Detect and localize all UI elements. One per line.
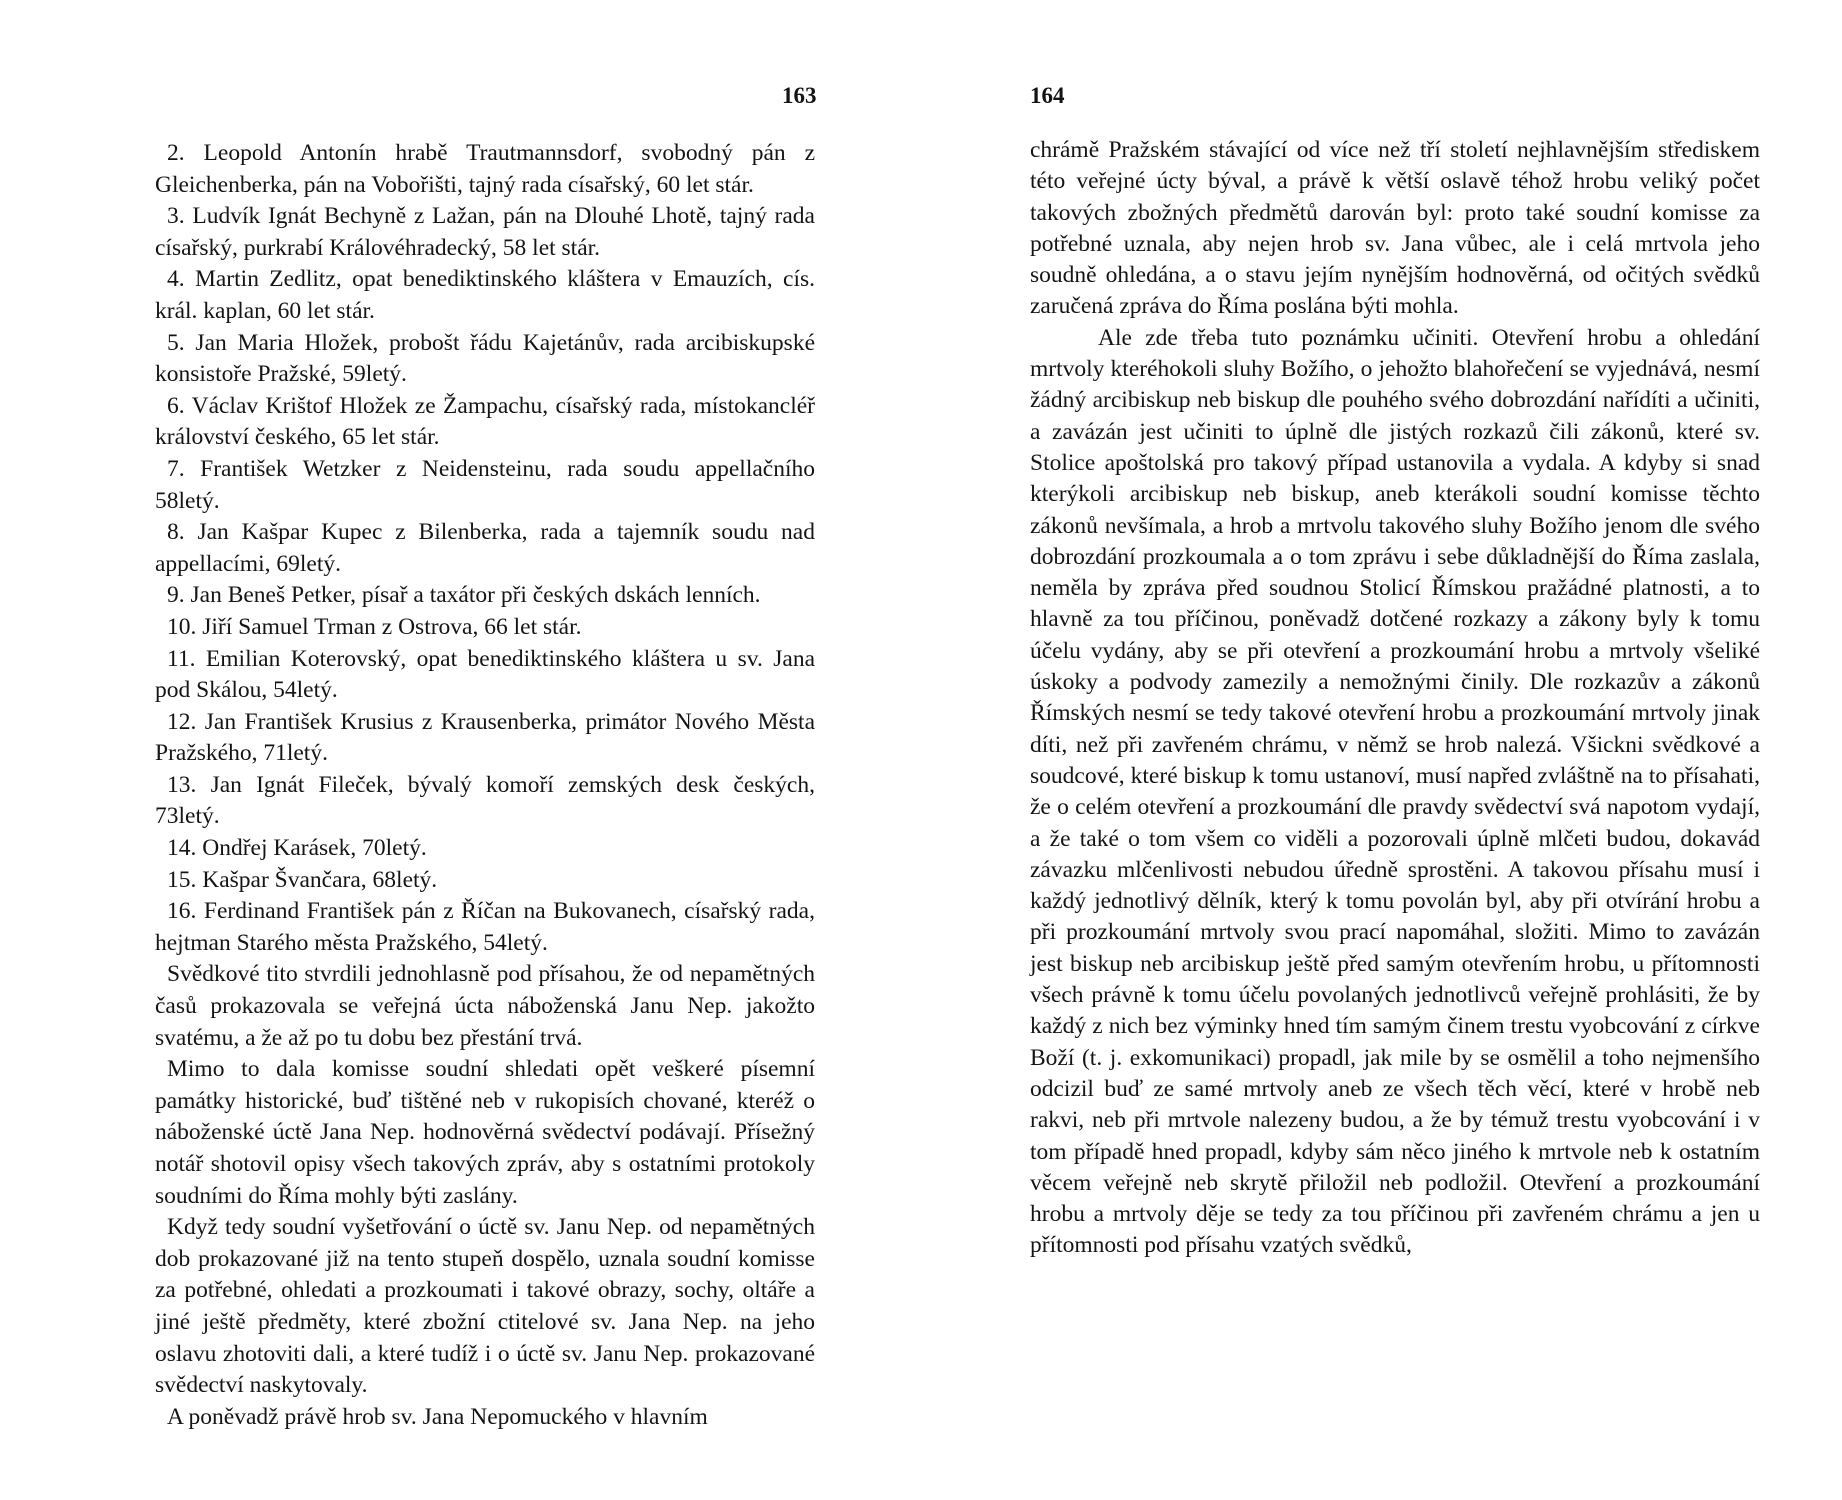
body-paragraph: Ale zde třeba tuto poznámku učiniti. Otevření hrobu a ohledání mrtvoly kteréhokoli sluhy Božího, o jehožto blahořečení se vyjednává, nesmí žádný arcibiskup neb biskup dle pouhého svého dobrozdání nařídíti a učiniti, a zavázán jest učiniti to úplně dle jistých rozkazů čili zákonů, které sv. Stolice apoštolská pro takový případ ustanovila a vydala. A kdyby si snad kterýkoli arcibiskup neb biskup, aneb kterákoli soudní komisse těchto zákonů nevšímala, a hrob a mrtvolu takového sluhy Božího jenom dle svého dobrozdání prozkoumala a o tom zprávu i sebe důkladnější do Říma zaslala, neměla by zpráva před soudnou Stolicí Římskou pražádné platnosti, a to hlavně za tou příčinou, poněvadž dotčené rozkazy a zákony byly k tomu účelu vydány, aby se při otevření a prozkoumání hrobu a mrtvoly všeliké úskoky a podvody zamezily a nemožnými činily. Dle rozkazův a zákonů Římských nesmí se tedy takové otevření hrobu a prozkoumání mrtvoly jinak díti, než při zavřeném chrámu, v němž se hrob nalezá. Všickni svědkové a soudcové, které biskup k tomu ustanoví, musí napřed zvláštně na to přísahati, že o celém otevření a prozkoumání dle pravdy svědectví svá napotom vydají, a že také o tom všem co viděli a pozorovali úplně mlčeti budou, dokavád závazku mlčenlivosti nebudou úředně sprostěni. A takovou přísahu musí i každý jednotlivý dělník, který k tomu povolán byl, aby při otvírání hrobu a při prozkoumání mrtvoly svou prací napomáhal, složiti. Mimo to zavázán jest biskup neb arcibiskup ještě před samým otevřením hrobu, u přítomnosti všech právně k tomu účelu povolaných jednotlivců veřejně prohlásiti, že by každý z nich bez výminky hned tím samým činem trestu vyobcování z církve Boží (t. j. exkomunikaci) propadl, jak mile by se osmělil a toho nejmenšího odcizil buď ze samé mrtvoly aneb ze všech těch věcí, které v hrobě neb rakvi, neb při mrtvole nalezeny budou, a že by témuž trestu vyobcování i v tom případě hned propadl, kdyby sám něco jiného k mrtvole neb k ostatním věcem veřejně neb skrytě přiložil neb podložil. Otevření a prozkoumání hrobu a mrtvoly děje se tedy za tou příčinou při zavřeném chrámu a jen u přítomnosti pod přísahu vzatých svědků, — [1030, 324, 1760, 1259]
body-paragraph: A poněvadž právě hrob sv. Jana Nepomuckého v hlavním — [167, 1403, 708, 1430]
body-paragraph: Když tedy soudní vyšetřování o úctě sv. Janu Nep. od nepamětných dob prokazované již na tento stupeň dospělo, uznala soudní komisse za potřebné, ohledati a prozkoumati i takové obrazy, sochy, oltáře a jiné ještě předměty, které zbožní ctitelové sv. Jana Nep. na jeho oslavu zhotoviti dali, a které tudíž i o úctě sv. Janu Nep. prokazované svědectví naskytovaly. — [155, 1214, 815, 1399]
witness-entry: 11. Emilian Koterovský, opat benediktinského kláštera u sv. Jana pod Skálou, 54letý. — [155, 645, 815, 704]
witness-entry: 10. Jiří Samuel Trman z Ostrova, 66 let stár. — [167, 613, 582, 640]
page-number: 164 — [1030, 83, 1065, 108]
witness-entry: 7. František Wetzker z Neidensteinu, rada soudu appellačního 58letý. — [155, 455, 815, 514]
body-paragraph: chrámě Pražském stávající od více než tří století nejhlavnějším střediskem této veřejné úcty býval, a právě k větší oslavě téhož hrobu veliký počet takových zbožných předmětů darován byl: proto také soudní komisse za potřebné uznala, aby nejen hrob sv. Jana vůbec, ale i celá mrtvola jeho soudně ohledána, a o stavu jejím nynějším hodnověrná, od očitých svědků zaručená zpráva do Říma poslána býti mohla. — [1030, 137, 1760, 320]
witness-entry: 16. Ferdinand František pán z Říčan na Bukovanech, císařský rada, hejtman Starého města Pražského, 54letý. — [155, 898, 815, 956]
witness-entry: 3. Ludvík Ignát Bechyně z Lažan, pán na Dlouhé Lhotě, tajný rada císařský, purkrabí Královéhradecký, 58 let stár. — [155, 203, 815, 261]
body-paragraph: Mimo to dala komisse soudní shledati opět veškeré písemní památky historické, buď tištěné neb v rukopisích chované, kteréž o náboženské úctě Jana Nep. hodnověrná svědectví podávají. Přísežný notář shotovil opisy všech takových zpráv, aby s ostatními protokoly soudními do Říma mohly býti zaslány. — [155, 1056, 815, 1209]
witness-entry: 15. Kašpar Švančara, 68letý. — [167, 866, 438, 893]
page-body — [1030, 135, 1760, 1262]
witness-entry: 6. Václav Krištof Hložek ze Žampachu, císařský rada, místokancléř království českého, 65 let stár. — [155, 392, 815, 451]
witness-entry: 13. Jan Ignát Fileček, bývalý komoří zemských desk českých, 73letý. — [155, 771, 815, 830]
page-body — [155, 138, 815, 1433]
witness-entry: 14. Ondřej Karásek, 70letý. — [167, 835, 427, 862]
witness-entry: 2. Leopold Antonín hrabě Trautmannsdorf, svobodný pán z Gleichenberka, pán na Vobořišti, tajný rada císařský, 60 let stár. — [155, 140, 815, 198]
page-number: 163 — [782, 83, 817, 108]
body-paragraph: Svědkové tito stvrdili jednohlasně pod přísahou, že od nepamětných časů prokazovala se veřejná úcta náboženská Janu Nep. jakožto svatému, a že až po tu dobu bez přestání trvá. — [155, 961, 815, 1051]
witness-entry: 9. Jan Beneš Petker, písař a taxátor při českých dskách lenních. — [167, 582, 761, 609]
witness-entry: 8. Jan Kašpar Kupec z Bilenberka, rada a tajemník soudu nad appellacími, 69letý. — [155, 519, 815, 577]
witness-entry: 4. Martin Zedlitz, opat benediktinského kláštera v Emauzích, cís. král. kaplan, 60 let stár. — [155, 266, 815, 324]
witness-entry: 5. Jan Maria Hložek, probošt řádu Kajetánův, rada arcibiskupské konsistoře Pražské, 59letý. — [155, 329, 815, 388]
witness-entry: 12. Jan František Krusius z Krausenberka, primátor Nového Města Pražského, 71letý. — [155, 708, 815, 767]
